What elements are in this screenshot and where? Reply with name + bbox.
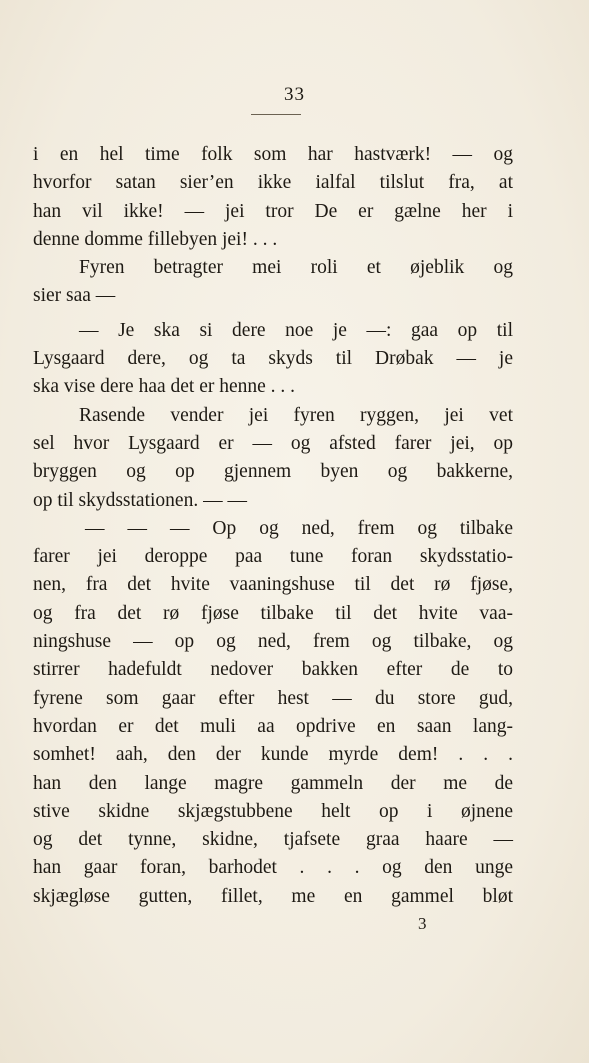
text-line: han vil ikke! — jei tror De er gælne her i (33, 200, 513, 222)
header-rule (251, 114, 301, 115)
text-line: han gaar foran, barhodet . . . og den unge (33, 857, 513, 879)
text-line: stive skidne skjægstubbene helt op i øjnene (33, 800, 513, 822)
body-text (33, 141, 513, 911)
text-line: Fyren betragter mei roli et øjeblik og (79, 257, 513, 279)
text-line: hvorfor satan sier’en ikke ialfal tilslut fra, at (33, 172, 513, 194)
text-line: ska vise dere haa det er henne . . . (33, 376, 296, 398)
text-line: farer jei deroppe paa tune foran skydsstatio- (33, 546, 513, 568)
text-line: Rasende vender jei fyren ryggen, jei vet (79, 404, 513, 426)
text-line: skjægløse gutten, fillet, me en gammel bløt (33, 885, 513, 907)
text-line: ningshuse — op og ned, frem og tilbake, og (33, 631, 513, 653)
text-line: sier saa — (33, 285, 116, 307)
text-line: op til skydsstationen. — — (33, 489, 247, 511)
text-line: sel hvor Lysgaard er — og afsted farer jei, op (33, 432, 513, 454)
text-line: han den lange magre gammeln der me de (33, 772, 513, 794)
text-line: somhet! aah, den der kunde myrde dem! . . . (33, 744, 513, 766)
text-line: stirrer hadefuldt nedover bakken efter de to (33, 659, 513, 681)
text-line: Lysgaard dere, og ta skyds til Drøbak — je (33, 348, 513, 370)
text-line: og det tynne, skidne, tjafsete graa haare — (33, 829, 513, 851)
text-line: bryggen og op gjennem byen og bakkerne, (33, 461, 513, 483)
text-line: og fra det rø fjøse tilbake til det hvite vaa- (33, 602, 513, 624)
text-line: — Je ska si dere noe je —: gaa op til (79, 319, 513, 341)
text-line: denne domme fillebyen jei! . . . (33, 228, 278, 250)
text-line: hvordan er det muli aa opdrive en saan lang- (33, 715, 513, 737)
text-line: fyrene som gaar efter hest — du store gud, (33, 687, 513, 709)
signature-mark: 3 (418, 914, 427, 933)
text-line: i en hel time folk som har hastværk! — og (33, 144, 513, 165)
page-number: 33 (284, 84, 305, 105)
text-line: — — — Op og ned, frem og tilbake (85, 517, 513, 539)
text-line: nen, fra det hvite vaaningshuse til det rø fjøse, (33, 574, 513, 596)
